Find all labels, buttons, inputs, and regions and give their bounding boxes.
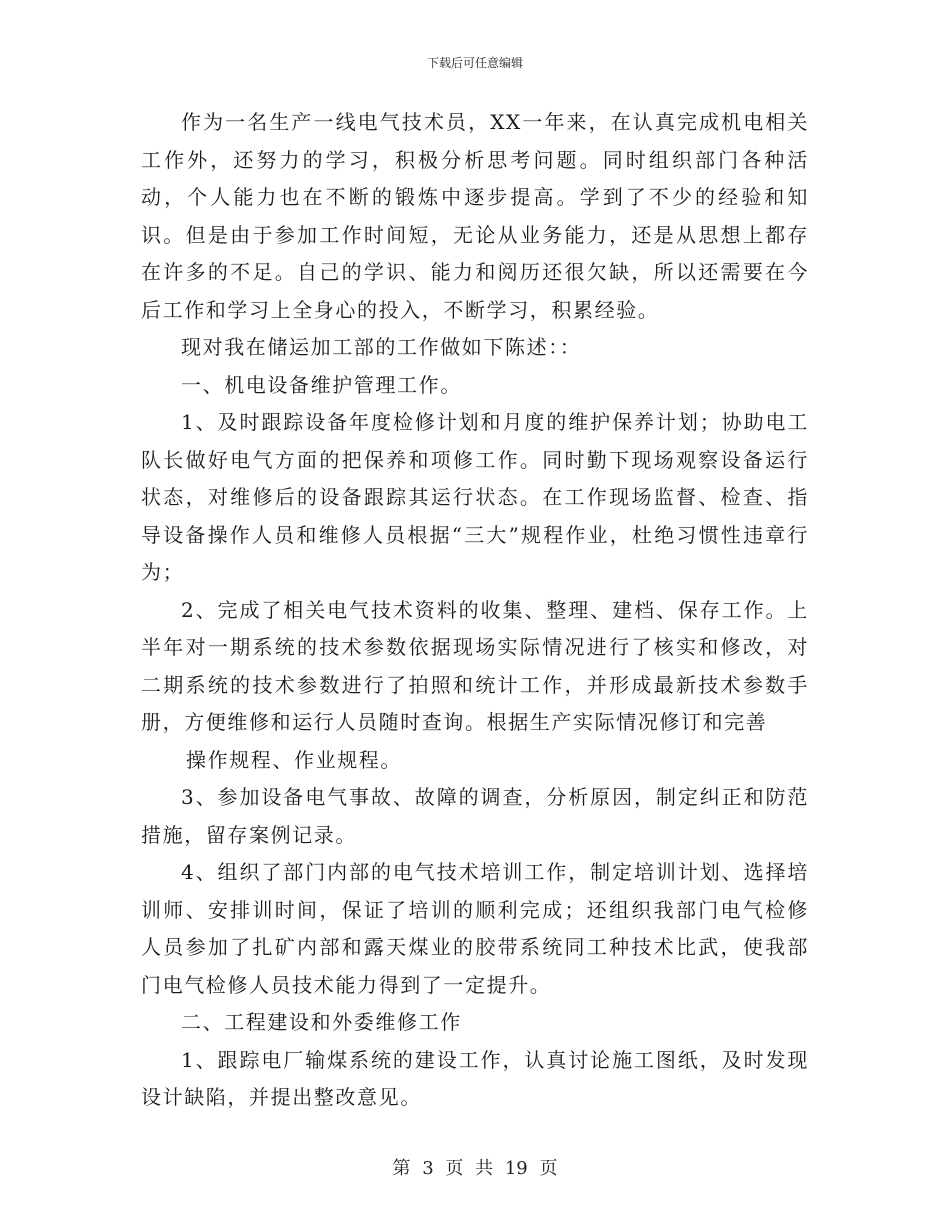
paragraph-statement-lead: 现对我在储运加工部的工作做如下陈述：： (181, 335, 582, 359)
section-heading-equipment-maintenance: 一、机电设备维护管理工作。 (181, 372, 462, 397)
paragraph-item-3: 3、参加设备电气事故、故障的调查，分析原因，制定纠正和防范措施，留存案例记录。 (141, 785, 809, 847)
paragraph-item-1: 1、及时跟踪设备年度检修计划和月度的维护保养计划；协助电工队长做好电气方面的把保养和项修工作。同时勤下现场观察设备运行状态，对维修后的设备跟踪其运行状态。在工作现场监督、检查、指导设备操作人员和维修人员根据“三大”规程作业，杜绝习惯性违章行为； (141, 410, 809, 584)
page-number-footer: 第 3 页 共 19 页 (392, 1158, 558, 1179)
section-heading-engineering: 二、工程建设和外委维修工作 (181, 1010, 462, 1034)
paragraph-item-2-continuation: 操作规程、作业规程。 (186, 747, 402, 772)
paragraph-item-2: 2、完成了相关电气技术资料的收集、整理、建档、保存工作。上半年对一期系统的技术参数依据现场实际情况进行了核实和修改，对二期系统的技术参数进行了拍照和统计工作，并形成最新技术参数手册，方便维修和运行人员随时查询。根据生产实际情况修订和完善 (141, 597, 809, 734)
page-header-note: 下载后可任意编辑 (426, 56, 523, 70)
paragraph-intro: 作为一名生产一线电气技术员，XX一年来，在认真完成机电相关工作外，还努力的学习，积极分析思考问题。同时组织部门各种活动，个人能力也在不断的锻炼中逐步提高。学到了不少的经验和知识。但是由于参加工作时间短，无论从业务能力，还是从思想上都存在许多的不足。自己的学识、能力和阅历还很欠缺，所以还需要在今后工作和学习上全身心的投入，不断学习，积累经验。 (141, 110, 809, 322)
paragraph-item-4: 4、组织了部门内部的电气技术培训工作，制定培训计划、选择培训师、安排训时间，保证了培训的顺利完成；还组织我部门电气检修人员参加了扎矿内部和露天煤业的胶带系统同工种技术比武，使我部门电气检修人员技术能力得到了一定提升。 (141, 860, 809, 997)
document-body (141, 104, 809, 1117)
paragraph-engineering-item-1: 1、跟踪电厂输煤系统的建设工作，认真讨论施工图纸，及时发现设计缺陷，并提出整改意见。 (141, 1047, 809, 1109)
